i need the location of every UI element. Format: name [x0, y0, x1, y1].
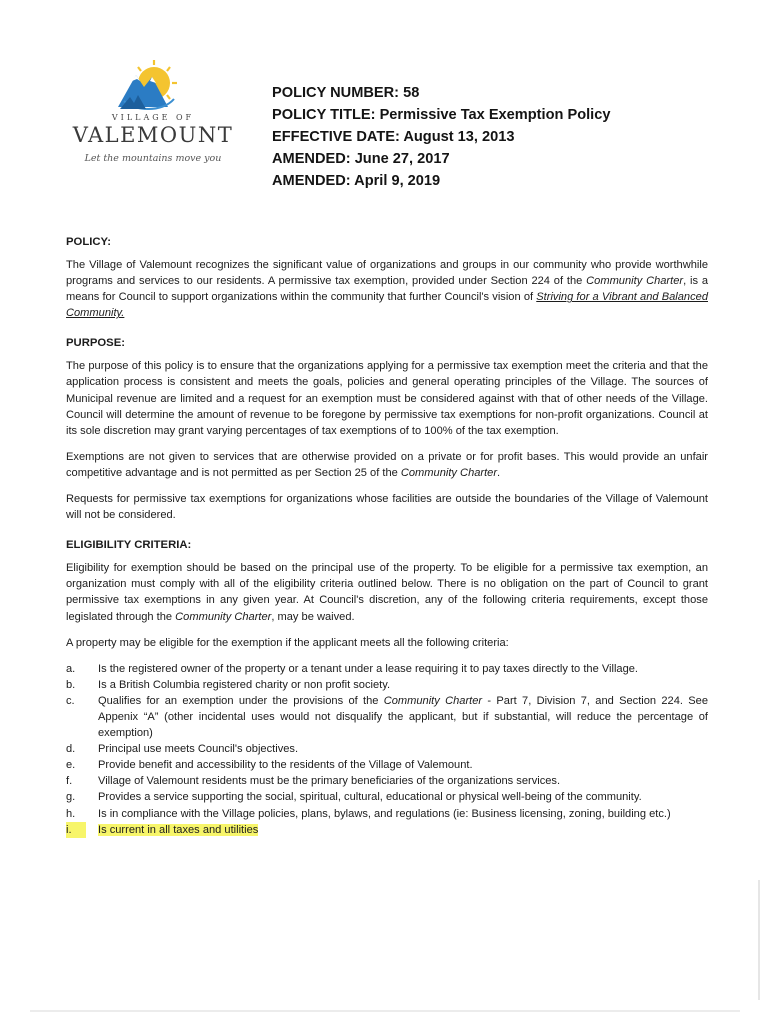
- policy-heading: POLICY:: [66, 236, 111, 248]
- logo-village-of: VILLAGE OF: [111, 113, 195, 122]
- eligibility-paragraph-2: A property may be eligible for the exemption if the applicant meets all the following criteria:: [66, 636, 509, 649]
- document-body: [66, 234, 708, 838]
- purpose-paragraph-3: Requests for permissive tax exemptions for organizations whose facilities are outside the boundaries of the Village of Valemount will not be considered.: [66, 493, 708, 522]
- purpose-paragraph-1: The purpose of this policy is to ensure that the organizations applying for a permissive tax exemption meet the criteria and that the application process is consistent and meets the goals, policies and general operating principles of the Village. The sources of Municipal revenue are limited and a request for an exemption must be considered against with that of other needs of the Village. Council will determine the amount of revenue to be foregone by permissive tax exemptions for non-profit organizations. Council at its sole discretion may grant varying percentages of tax exemptions of to 100% of the tax exemption.: [66, 360, 708, 437]
- list-item: h. Is in compliance with the Village policies, plans, bylaws, and regulations (ie: Business licensing, zoning, building etc.): [66, 807, 671, 820]
- amended-date-2: AMENDED: April 9, 2019: [272, 173, 441, 189]
- policy-header: [272, 82, 632, 192]
- eligibility-heading: ELIGIBILITY CRITERIA:: [66, 539, 192, 552]
- scan-edge: [758, 880, 760, 1000]
- eligibility-paragraph-1: Eligibility for exemption should be based on the principal use of the property. To be eligible for a permissive tax exemption, an organization must comply with all of the eligibility criteria outlined below. There is no obligation on the part of Council to grant permissive tax exemptions in any given year. At Council's discretion, any of the following criteria requirements, except those legislated through the Community Charter, may be waived.: [66, 562, 708, 623]
- criteria-list: [66, 661, 708, 838]
- list-item: d. Principal use meets Council's objectives.: [66, 743, 299, 756]
- valemount-emblem-icon: [110, 57, 190, 117]
- list-item-highlighted: i. Is current in all taxes and utilities: [66, 822, 708, 838]
- effective-date: EFFECTIVE DATE: August 13, 2013: [272, 129, 515, 145]
- list-item: e. Provide benefit and accessibility to the residents of the Village of Valemount.: [66, 759, 473, 772]
- policy-number: POLICY NUMBER: 58: [272, 85, 420, 101]
- amended-date-1: AMENDED: June 27, 2017: [272, 151, 450, 167]
- list-item: b. Is a British Columbia registered charity or non profit society.: [66, 678, 391, 691]
- purpose-paragraph-2: Exemptions are not given to services that are otherwise provided on a private or for profit bases. This would provide an unfair competitive advantage and is not permitted as per Section 25 of the Community Charter.: [66, 450, 708, 479]
- policy-title: POLICY TITLE: Permissive Tax Exemption Policy: [272, 107, 611, 123]
- logo-tagline: Let the mountains move you: [84, 153, 222, 164]
- list-item: g. Provides a service supporting the social, spiritual, cultural, educational or physical well-being of the community.: [66, 791, 642, 804]
- vision-link: Striving for a Vibrant and Balanced Community.: [66, 291, 708, 320]
- list-item: f. Village of Valemount residents must be the primary beneficiaries of the organizations services.: [66, 775, 561, 788]
- list-item: c. Qualifies for an exemption under the provisions of the Community Charter - Part 7, Division 7, and Section 224. See Appenix “A” (other incidental uses would not disqualify the applicant, but if substantial, will reduce the percentage of exemption): [66, 694, 708, 740]
- list-item: a. Is the registered owner of the property or a tenant under a lease requiring it to pay taxes directly to the Village.: [66, 662, 639, 675]
- village-logo: [58, 55, 248, 185]
- purpose-heading: PURPOSE:: [66, 337, 126, 350]
- logo-name: VALEMOUNT: [72, 123, 234, 147]
- policy-paragraph: The Village of Valemount recognizes the significant value of organizations and groups in our community who provide worthwhile programs and services to our residents. A permissive tax exemption, provided under Section 224 of the Community Charter, is a means for Council to support organizations within the community that further Council's vision of Striving for a Vibrant and Balanced Community.: [66, 259, 709, 320]
- scan-edge: [30, 1010, 740, 1012]
